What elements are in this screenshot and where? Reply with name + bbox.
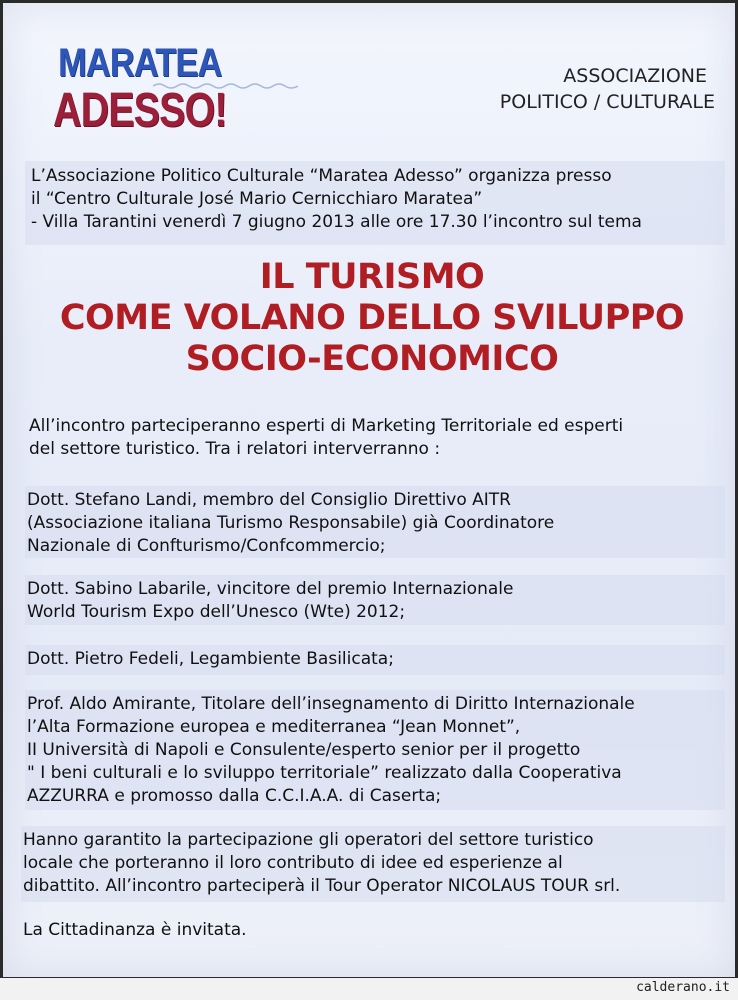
- speaker-line: Dott. Stefano Landi, membro del Consiglio Direttivo AITR: [27, 490, 511, 510]
- speaker-line: l’Alta Formazione europea e mediterranea “Jean Monnet”,: [27, 717, 521, 737]
- maratea-adesso-logo: [53, 41, 253, 141]
- intro-paragraph: [25, 161, 725, 245]
- speaker-line: (Associazione italiana Turismo Responsabile) già Coordinatore: [27, 513, 555, 533]
- speaker-line: AZZURRA e promosso dalla C.C.I.A.A. di Caserta;: [27, 786, 442, 806]
- closing-line: Hanno garantito la partecipazione gli operatori del settore turistico: [23, 830, 594, 850]
- closing-line: locale che porteranno il loro contributo di idee ed esperienze al: [23, 853, 563, 873]
- logo-line-2: ADESSO!: [53, 84, 227, 137]
- logo-line-1: MARATEA: [58, 41, 222, 85]
- title-line: IL TURISMO: [259, 257, 485, 297]
- intro-line: - Villa Tarantini venerdì 7 giugno 2013 alle ore 17.30 l’incontro sul tema: [31, 212, 642, 232]
- association-label: [500, 63, 715, 115]
- poster: [3, 3, 735, 977]
- speaker-line: Dott. Sabino Labarile, vincitore del premio Internazionale: [27, 579, 514, 599]
- speaker-line: II Università di Napoli e Consulente/esperto senior per il progetto: [27, 740, 581, 760]
- speaker-fedeli: [25, 645, 725, 675]
- watermark: calderano.it: [636, 980, 730, 995]
- title-line: COME VOLANO DELLO SVILUPPO: [59, 298, 685, 338]
- speaker-line: " I beni culturali e lo sviluppo territoriale” realizzato dalla Cooperativa: [27, 763, 622, 783]
- closing-line: dibattito. All’incontro parteciperà il Tour Operator NICOLAUS TOUR srl.: [23, 876, 621, 896]
- intro-line: il “Centro Culturale José Mario Cernicchiaro Maratea”: [31, 189, 483, 209]
- title-line: SOCIO-ECONOMICO: [185, 339, 559, 379]
- experts-paragraph: [25, 415, 729, 465]
- invitation-text: La Cittadinanza è invitata.: [23, 920, 247, 940]
- photo-footer-strip: [0, 978, 738, 1000]
- intro-line: L’Associazione Politico Culturale “Maratea Adesso” organizza presso: [31, 166, 612, 186]
- speaker-line: Nazionale di Confturismo/Confcommercio;: [27, 536, 386, 556]
- association-line-2: POLITICO / CULTURALE: [499, 91, 715, 113]
- closing-paragraph: [21, 826, 725, 902]
- speaker-line: Dott. Pietro Fedeli, Legambiente Basilicata;: [27, 649, 394, 669]
- event-title: [3, 257, 738, 380]
- experts-line: del settore turistico. Tra i relatori interverranno :: [29, 439, 441, 459]
- speaker-landi: [25, 486, 725, 558]
- speaker-labarile: [25, 575, 725, 625]
- speaker-line: Prof. Aldo Amirante, Titolare dell’insegnamento di Diritto Internazionale: [27, 694, 635, 714]
- experts-line: All’incontro parteciperanno esperti di Marketing Territoriale ed esperti: [29, 416, 624, 436]
- speaker-amirante: [25, 690, 725, 810]
- association-line-1: ASSOCIAZIONE: [563, 65, 707, 87]
- speaker-line: World Tourism Expo dell’Unesco (Wte) 2012;: [27, 602, 406, 622]
